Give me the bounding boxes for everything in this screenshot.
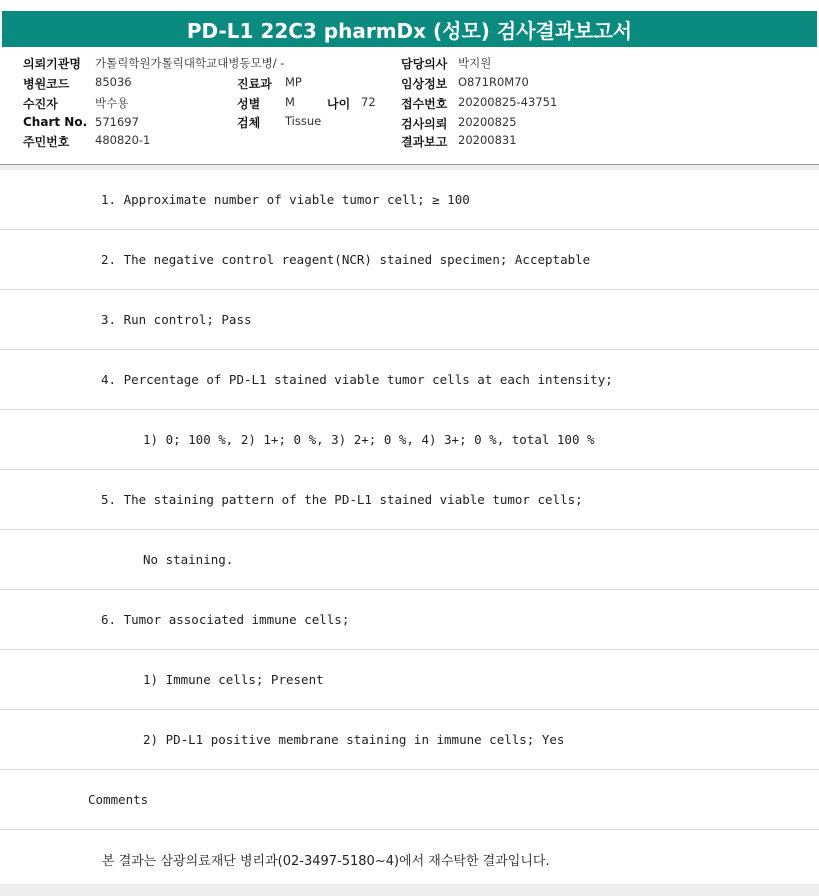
patient-info-panel (0, 47, 819, 165)
chart-no-label: Chart No. (23, 115, 88, 129)
clinical-info-value: O871R0M70 (458, 75, 529, 89)
clinical-info-label: 임상정보 (401, 77, 448, 91)
hospital-code-value: 85036 (95, 75, 132, 89)
request-date-value: 20200825 (458, 115, 517, 129)
receipt-no-label: 접수번호 (401, 97, 448, 111)
institution-label: 의뢰기관명 (23, 57, 81, 71)
receipt-no-value: 20200825-43751 (458, 95, 558, 109)
comments-heading: Comments (0, 770, 819, 830)
report-line-6-detail-1: 1) Immune cells; Present (0, 650, 819, 710)
sex-label: 성별 (237, 97, 261, 111)
request-date-label: 검사의뢰 (401, 117, 448, 131)
department-label: 진료과 (237, 77, 272, 91)
age-label: 나이 (327, 97, 351, 111)
report-line-2: 2. The negative control reagent(NCR) stained specimen; Acceptable (0, 230, 819, 290)
comments-text: 본 결과는 삼광의료재단 병리과(02-3497-5180~4)에서 재수탁한 결과입니다. (102, 854, 550, 869)
report-title: PD-L1 22C3 pharmDx (성모) 검사결과보고서 (2, 11, 817, 47)
age-value: 72 (361, 95, 376, 109)
department-value: MP (285, 75, 302, 89)
resident-no-label: 주민번호 (23, 135, 70, 149)
hospital-code-label: 병원코드 (23, 77, 70, 91)
sex-value: M (285, 95, 295, 109)
report-line-5: 5. The staining pattern of the PD-L1 stained viable tumor cells; (0, 470, 819, 530)
report-line-6-detail-2: 2) PD-L1 positive membrane staining in immune cells; Yes (0, 710, 819, 770)
report-line-6: 6. Tumor associated immune cells; (0, 590, 819, 650)
patient-value: 박수용 (95, 96, 129, 110)
doctor-value: 박지원 (458, 56, 492, 70)
report-line-4: 4. Percentage of PD-L1 stained viable tumor cells at each intensity; (0, 350, 819, 410)
patient-label: 수진자 (23, 97, 58, 111)
footer-strip (0, 884, 819, 896)
report-line-4-detail: 1) 0; 100 %, 2) 1+; 0 %, 3) 2+; 0 %, 4) 3+; 0 %, total 100 % (0, 410, 819, 470)
report-line-1: 1. Approximate number of viable tumor cell; ≥ 100 (0, 170, 819, 230)
report-line-5-detail: No staining. (0, 530, 819, 590)
chart-no-value: 571697 (95, 115, 139, 129)
institution-value: 가톨릭학원가톨릭대학교대병동모병/ - (95, 56, 285, 70)
report-date-label: 결과보고 (401, 135, 448, 149)
specimen-value: Tissue (285, 114, 322, 128)
resident-no-value: 480820-1 (95, 133, 151, 147)
doctor-label: 담당의사 (401, 57, 448, 71)
report-line-3: 3. Run control; Pass (0, 290, 819, 350)
report-body (0, 170, 819, 889)
report-date-value: 20200831 (458, 133, 517, 147)
specimen-label: 검체 (237, 116, 261, 130)
